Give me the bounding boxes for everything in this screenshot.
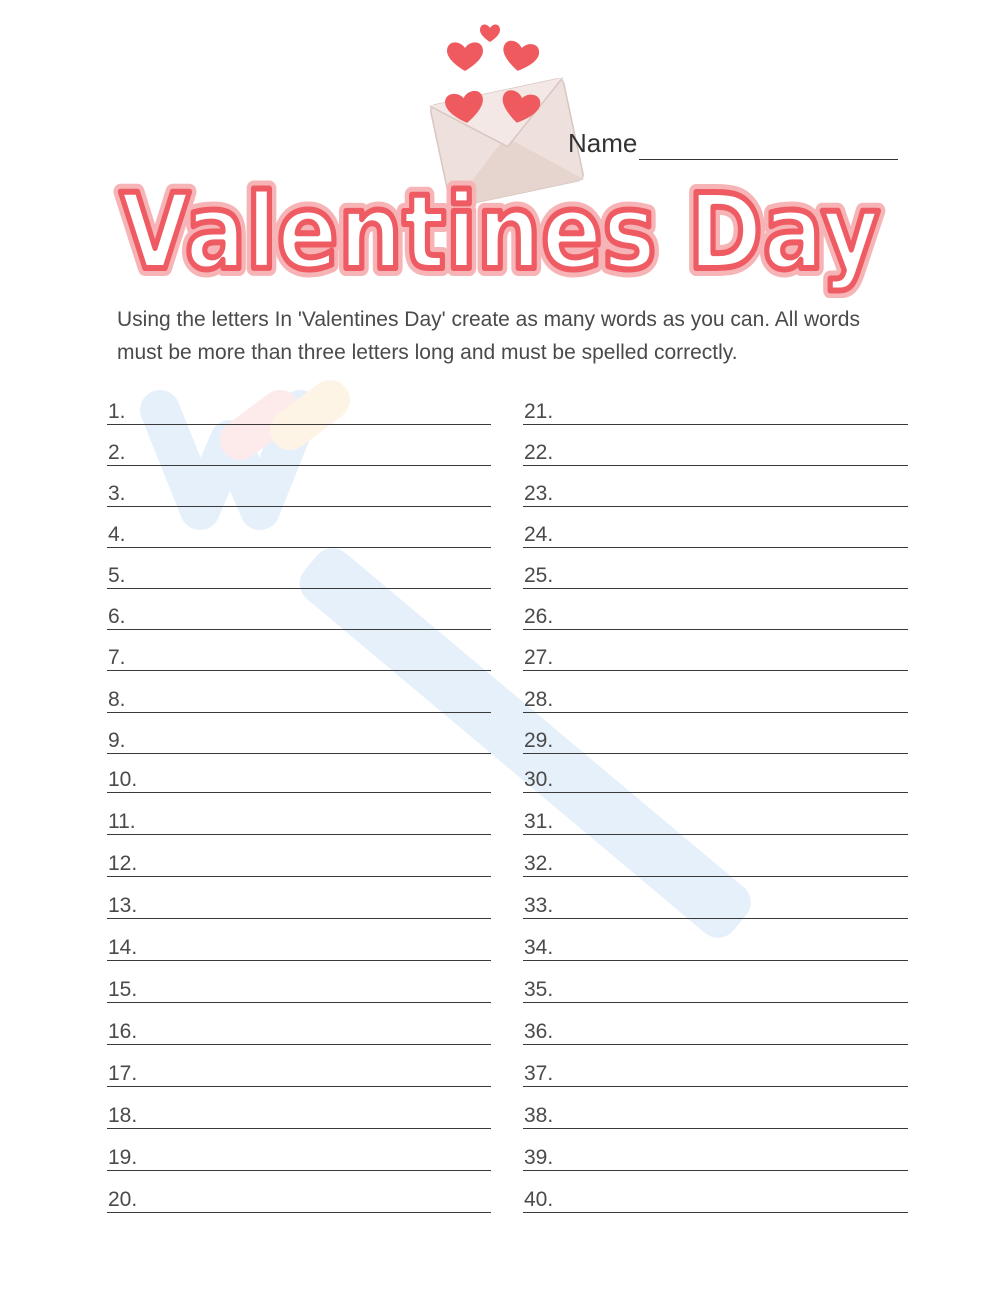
answer-number: 21. — [524, 400, 554, 423]
answer-number: 2. — [108, 441, 126, 464]
answer-number: 28. — [524, 688, 554, 711]
answer-number: 3. — [108, 482, 126, 505]
answer-number: 25. — [524, 564, 554, 587]
answer-number: 12. — [108, 852, 138, 875]
answer-number: 7. — [108, 646, 126, 669]
answer-number: 9. — [108, 729, 126, 752]
answer-line[interactable] — [107, 792, 491, 835]
answer-number: 14. — [108, 936, 138, 959]
answer-number: 24. — [524, 523, 554, 546]
answer-line[interactable] — [107, 1002, 491, 1045]
answer-line[interactable] — [107, 876, 491, 919]
answer-number: 5. — [108, 564, 126, 587]
answer-number: 38. — [524, 1104, 554, 1127]
answer-number: 15. — [108, 978, 138, 1001]
answer-number: 32. — [524, 852, 554, 875]
answer-line[interactable] — [107, 711, 491, 754]
answer-line[interactable] — [107, 423, 491, 466]
answer-line[interactable] — [107, 670, 491, 713]
answer-line[interactable] — [107, 587, 491, 630]
answer-number: 18. — [108, 1104, 138, 1127]
answer-number: 33. — [524, 894, 554, 917]
answer-number: 17. — [108, 1062, 138, 1085]
answer-number: 10. — [108, 768, 138, 791]
answer-line[interactable] — [523, 1002, 908, 1045]
answer-line[interactable] — [107, 382, 491, 425]
answer-line[interactable] — [107, 1128, 491, 1171]
answer-number: 11. — [108, 810, 136, 833]
answer-line[interactable] — [107, 750, 491, 793]
answer-line[interactable] — [107, 1086, 491, 1129]
answer-number: 26. — [524, 605, 554, 628]
answer-line[interactable] — [107, 1044, 491, 1087]
answer-line[interactable] — [523, 792, 908, 835]
page-title — [110, 168, 890, 298]
instructions-text: Using the letters In 'Valentines Day' create as many words as you can. All words must be more than three letters long and must be spelled correctly. — [117, 308, 860, 364]
answer-number: 27. — [524, 646, 554, 669]
answer-line[interactable] — [523, 918, 908, 961]
answer-line[interactable] — [523, 546, 908, 589]
answer-line[interactable] — [523, 1086, 908, 1129]
answer-line[interactable] — [523, 464, 908, 507]
answer-line[interactable] — [523, 1128, 908, 1171]
answer-line[interactable] — [107, 628, 491, 671]
answer-number: 31. — [524, 810, 554, 833]
answer-number: 36. — [524, 1020, 554, 1043]
answer-line[interactable] — [107, 546, 491, 589]
page-title-text: Valentines Day — [120, 171, 880, 293]
answer-line[interactable] — [107, 1170, 491, 1213]
answer-line[interactable] — [523, 1170, 908, 1213]
answer-number: 39. — [524, 1146, 554, 1169]
answer-line[interactable] — [523, 711, 908, 754]
answer-number: 35. — [524, 978, 554, 1001]
answer-number: 37. — [524, 1062, 554, 1085]
answer-line[interactable] — [523, 670, 908, 713]
answer-number: 19. — [108, 1146, 138, 1169]
answer-line[interactable] — [107, 505, 491, 548]
answer-number: 8. — [108, 688, 126, 711]
answer-line[interactable] — [523, 587, 908, 630]
answer-number: 22. — [524, 441, 554, 464]
answer-line[interactable] — [523, 505, 908, 548]
answer-number: 13. — [108, 894, 138, 917]
answer-number: 20. — [108, 1188, 138, 1211]
name-field[interactable] — [568, 120, 898, 160]
answer-number: 30. — [524, 768, 554, 791]
answer-number: 29. — [524, 729, 554, 752]
answer-number: 34. — [524, 936, 554, 959]
answer-line[interactable] — [523, 876, 908, 919]
name-input-line[interactable] — [639, 131, 898, 160]
answer-number: 40. — [524, 1188, 554, 1211]
answer-line[interactable] — [523, 960, 908, 1003]
answer-number: 16. — [108, 1020, 138, 1043]
answer-number: 23. — [524, 482, 554, 505]
answer-line[interactable] — [107, 464, 491, 507]
answer-line[interactable] — [107, 918, 491, 961]
answer-number: 6. — [108, 605, 126, 628]
name-label: Name — [568, 128, 638, 158]
page-title-outline: Valentines Day — [120, 171, 880, 293]
answer-number: 1. — [108, 400, 126, 423]
answer-number: 4. — [108, 523, 126, 546]
answer-line[interactable] — [107, 834, 491, 877]
title-area — [0, 168, 1000, 298]
answer-line[interactable] — [523, 834, 908, 877]
answer-line[interactable] — [523, 750, 908, 793]
answer-line[interactable] — [523, 382, 908, 425]
answer-line[interactable] — [523, 423, 908, 466]
answer-line[interactable] — [523, 1044, 908, 1087]
answer-line[interactable] — [523, 628, 908, 671]
answer-line[interactable] — [107, 960, 491, 1003]
